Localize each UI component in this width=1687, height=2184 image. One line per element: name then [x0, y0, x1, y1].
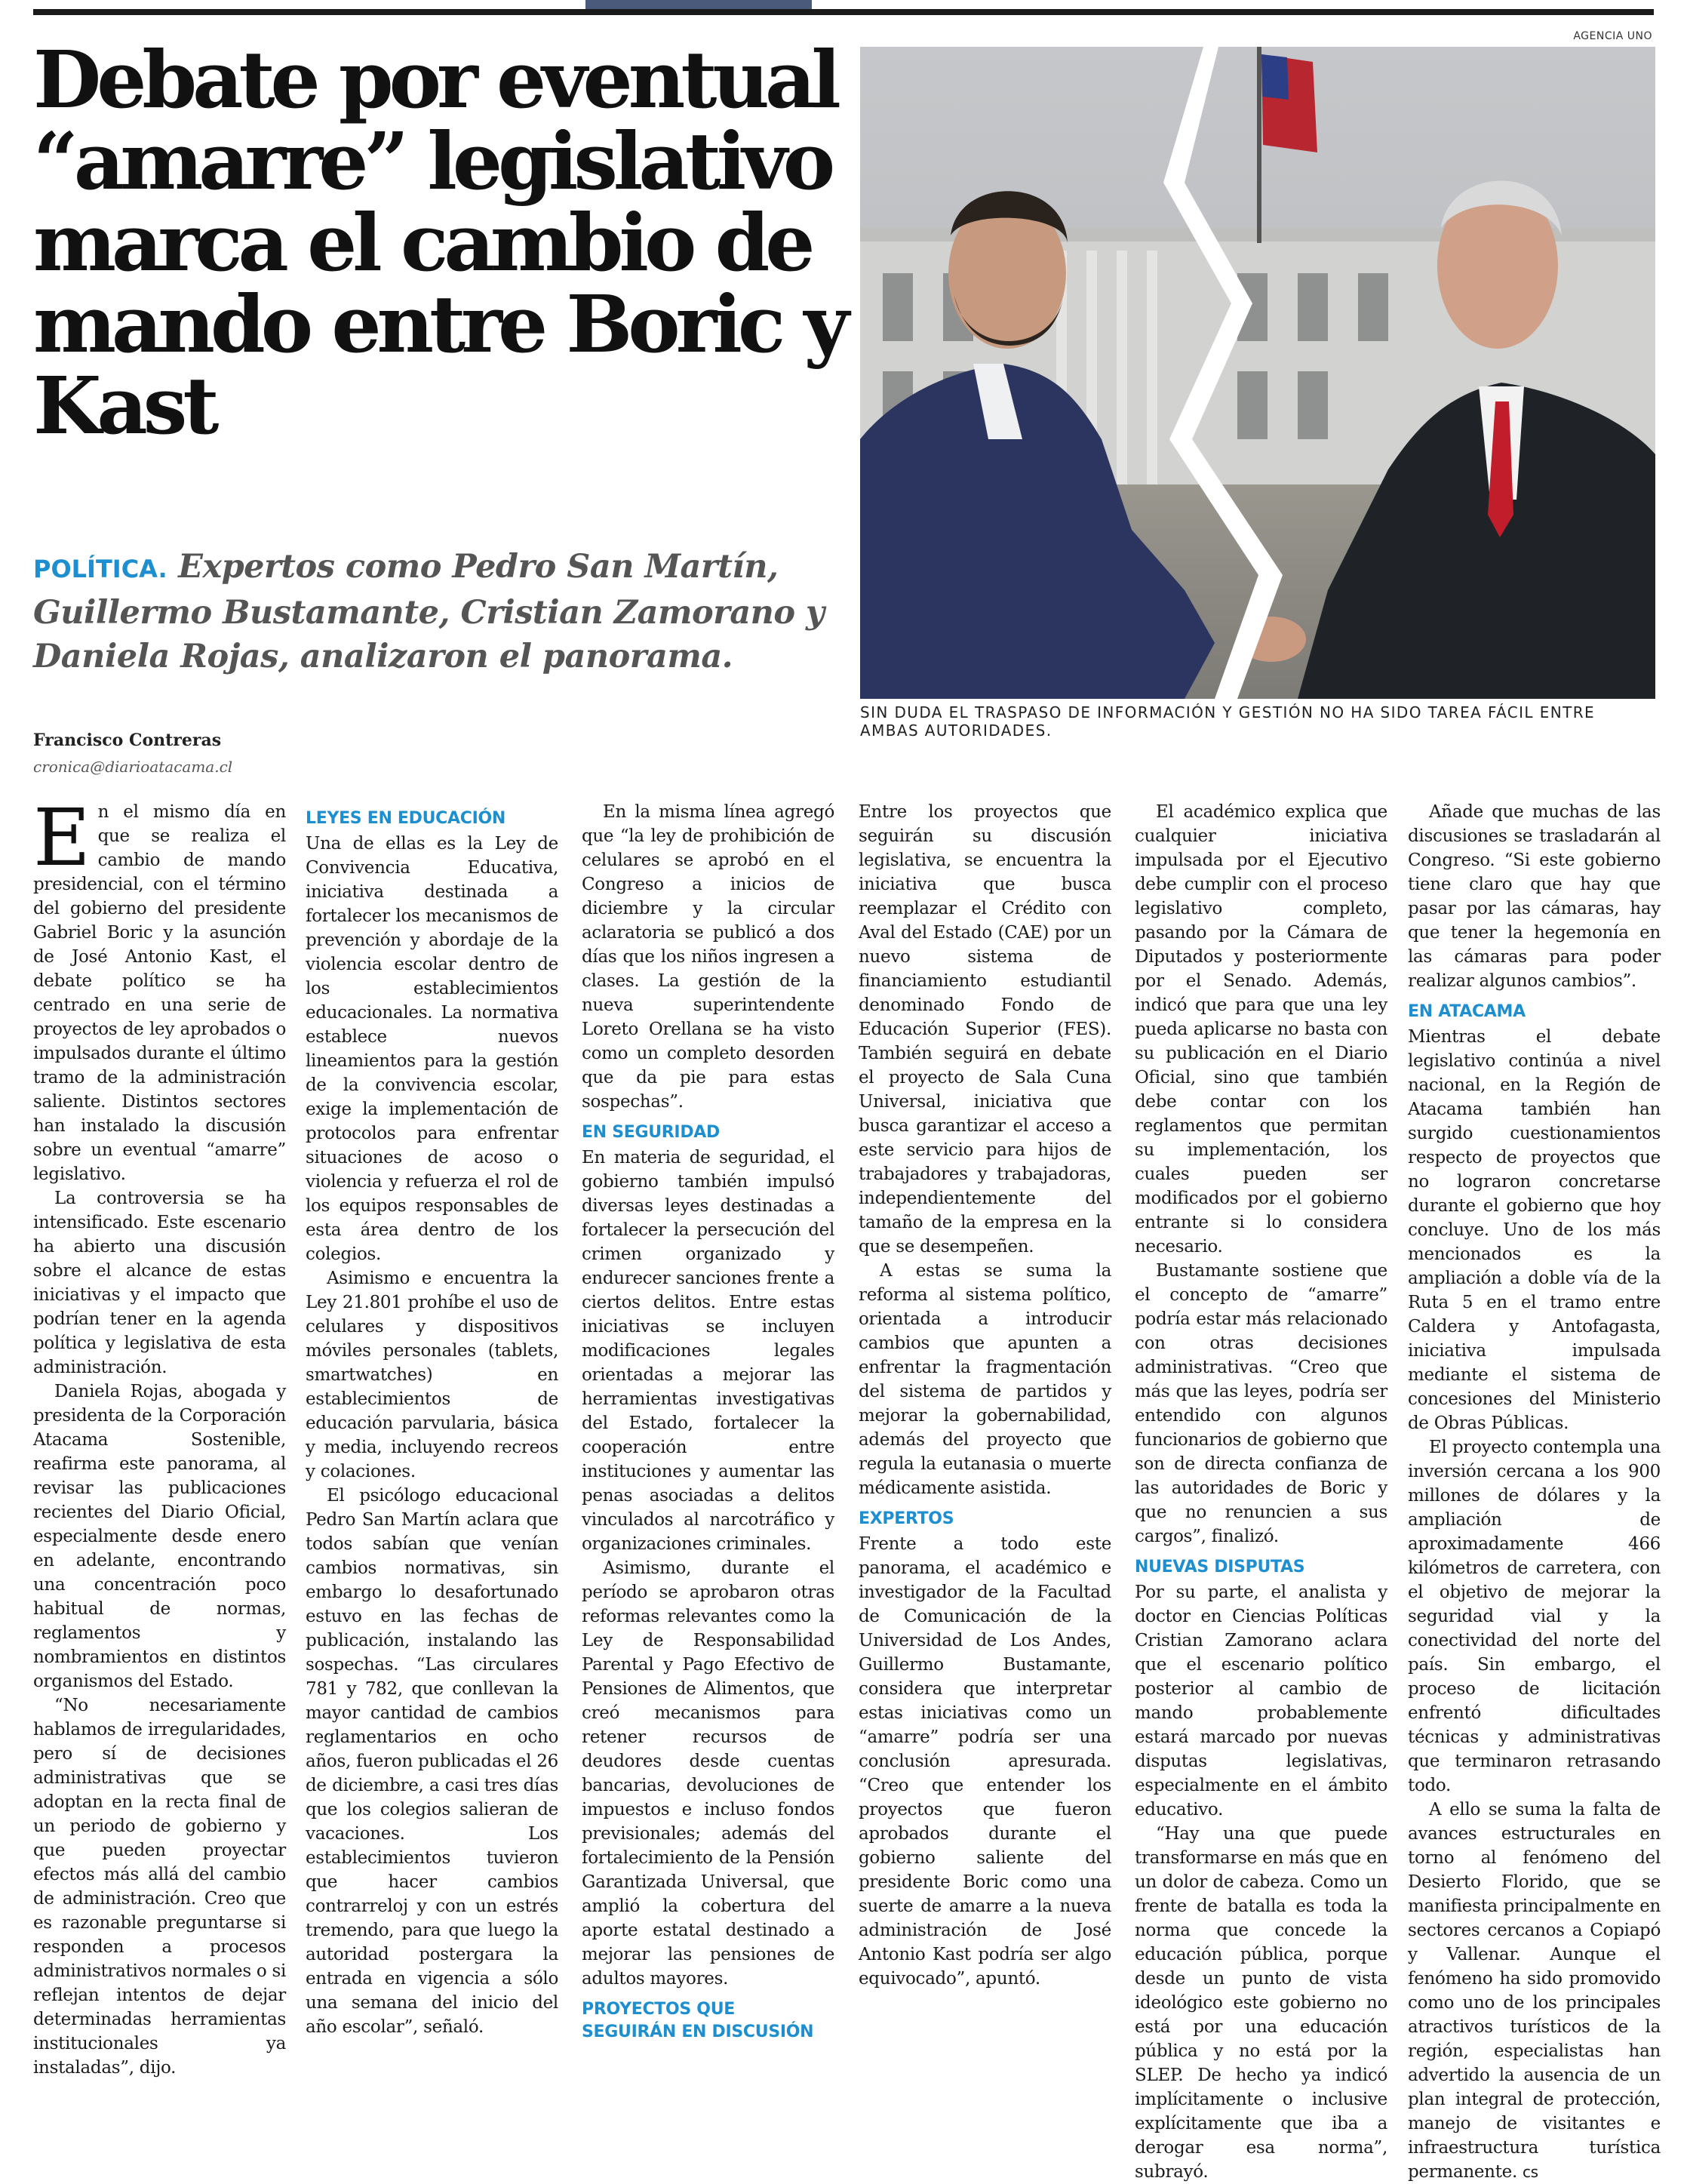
paragraph: La controversia se ha intensificado. Este escenario ha abierto una discusión sobre el alcance de estas iniciativas y el impacto que podrían tener en la agenda política y legislativa de esta administración.: [33, 1189, 286, 1377]
photo-caption: SIN DUDA EL TRASPASO DE INFORMACIÓN Y GESTIÓN NO HA SIDO TAREA FÁCIL ENTRE AMBAS AUTORIDADES.: [860, 703, 1596, 740]
top-rule: [33, 9, 1654, 15]
photo: [860, 47, 1655, 699]
byline-email: cronica@diarioatacama.cl: [33, 758, 233, 776]
section-tag: POLÍTICA.: [33, 555, 167, 583]
drop-cap: E: [33, 792, 91, 884]
paragraph: Una de ellas es la Ley de Convivencia Educativa, iniciativa destinada a fortalecer los mecanismos de prevención y abordaje de la violencia escolar dentro de los establecimientos educacionales. La normativa establece nuevos lineamientos para la gestión de la convivencia escolar, exige la implementación de protocolos para enfrentar situaciones de acoso o violencia y refuerza el rol de los equipos responsables de esta área dentro de los colegios.: [306, 834, 558, 1264]
end-mark: cs: [1522, 2163, 1538, 2181]
deck-text: Expertos como Pedro San Martín, Guillermo Bustamante, Cristian Zamorano y Daniela Rojas, analizaron el panorama.: [33, 548, 825, 675]
subheading: PROYECTOS QUE SEGUIRÁN EN DISCUSIÓN: [582, 2000, 814, 2041]
paragraph-text: A ello se suma la falta de avances estructurales en torno al fenómeno del Desierto Florido, que se manifiesta principalmente en sectores cercanos a Copiapó y Vallenar. Aunque el fenómeno ha sido promovido como uno de los principales atractivos turísticos de la región, especialistas han advertido la ausencia de un plan integral de protección, manejo de visitantes e infraestructura turística permanente.: [1408, 1800, 1661, 2182]
article-column-5: [1135, 800, 1387, 2184]
deck: [33, 545, 833, 678]
article-column-6: [1408, 800, 1661, 2184]
paragraph: Añade que muchas de las discusiones se trasladarán al Congreso. “Si este gobierno tiene claro que hay que pasar por las cámaras, hay que tener la hegemonía en las cámaras para poder realizar algunos cambios”.: [1408, 802, 1661, 991]
paragraph: “No necesariamente hablamos de irregularidades, pero sí de decisiones administrativas que se adoptan en la recta final de un periodo de gobierno y que pueden proyectar efectos más allá del cambio de administración. Creo que es razonable preguntarse si responden a procesos administrativos normales o si reflejan intentos de dejar determinadas herramientas institucionales ya instaladas”, dijo.: [33, 1696, 286, 2078]
paragraph: Mientras el debate legislativo continúa a nivel nacional, en la Región de Atacama también han surgido cuestionamientos respecto de proyectos que no lograron concretarse durante el gobierno que hoy concluye. Uno de los más mencionados es la ampliación a doble vía de la Ruta 5 en el tramo entre Caldera y Antofagasta, iniciativa impulsada mediante el sistema de concesiones del Ministerio de Obras Públicas.: [1408, 1027, 1661, 1433]
paragraph: Daniela Rojas, abogada y presidenta de la Corporación Atacama Sostenible, reafirma este panorama, al revisar las publicaciones recientes del Diario Oficial, especialmente desde enero en adelante, encontrando una concentración poco habitual de normas, reglamentos y nombramientos en distintos organismos del Estado.: [33, 1382, 286, 1691]
paragraph: En materia de seguridad, el gobierno también impulsó diversas leyes destinadas a fortalecer la persecución del crimen organizado y endurecer sanciones frente a ciertos delitos. Entre estas iniciativas se incluyen modificaciones legales orientadas a mejorar las herramientas investigativas del Estado, fortalecer la cooperación entre instituciones y aumentar las penas asociadas a delitos vinculados al narcotráfico y organizaciones criminales.: [582, 1148, 834, 1554]
subheading: EXPERTOS: [859, 1509, 954, 1528]
paragraph: El psicólogo educacional Pedro San Martín aclara que todos sabían que venían cambios normativas, sin embargo lo desafortunado estuvo en las fechas de publicación, instalando las sospechas. “Las circulares 781 y 782, que conllevan la mayor cantidad de cambios reglamentarios en ocho años, fueron publicadas el 26 de diciembre, a casi tres días que los colegios salieran de vacaciones. Los establecimientos tuvieron que hacer cambios contrarreloj y con un estrés tremendo, para que luego la autoridad postergara la entrada en vigencia a sólo una semana del inicio del año escolar”, señaló.: [306, 1486, 558, 2037]
paragraph: [33, 792, 286, 1186]
paragraph: Asimismo e encuentra la Ley 21.801 prohíbe el uso de celulares y dispositivos móviles personales (tablets, smartwatches) en establecimientos de educación parvularia, básica y media, incluyendo recreos y colaciones.: [306, 1269, 558, 1481]
photo-illustration: [860, 47, 1655, 699]
paragraph: Por su parte, el analista y doctor en Ciencias Políticas Cristian Zamorano aclara que el escenario político posterior al cambio de mando probablemente estará marcado por nuevas disputas legislativas, especialmente en el ámbito educativo.: [1135, 1583, 1387, 1819]
byline-author: Francisco Contreras: [33, 731, 222, 750]
paragraph: “Hay una que puede transformarse en más que en un dolor de cabeza. Como un frente de batalla es toda la norma que concede la educación pública, porque desde un punto de vista ideológico este gobierno no está por una educación pública y no está por la SLEP. De hecho ya indicó implícitamente o inclusive explícitamente que iba a derogar esa norma”, subrayó.: [1135, 1824, 1387, 2182]
paragraph-text: n el mismo día en que se realiza el cambio de mando presidencial, con el término del gobierno del presidente Gabriel Boric y la asunción de José Antonio Kast, el debate político se ha centrado en una serie de proyectos de ley aprobados o impulsados durante el último tramo de la administración saliente. Distintos sectores han instalado la discusión sobre un eventual “amarre” legislativo.: [33, 802, 286, 1184]
byline: [33, 731, 286, 776]
paragraph: El académico explica que cualquier iniciativa impulsada por el Ejecutivo debe cumplir con el proceso legislativo completo, pasando por la Cámara de Diputados y posteriormente por el Senado. Además, indicó que para que una ley pueda aplicarse no basta con su publicación en el Diario Oficial, sino que también debe contar con los reglamentos que permitan su implementación, los cuales pueden ser modificados por el gobierno entrante si lo considera necesario.: [1135, 802, 1387, 1257]
paragraph: Bustamante sostiene que el concepto de “amarre” podría estar más relacionado con otras decisiones administrativas. “Creo que más que las leyes, podría ser entendido con algunos funcionarios de gobierno que son de directa confianza de las autoridades de Boric y que no renuncien a sus cargos”, finalizó.: [1135, 1261, 1387, 1546]
subheading: LEYES EN EDUCACIÓN: [306, 809, 505, 828]
paragraph: En la misma línea agregó que “la ley de prohibición de celulares se aprobó en el Congreso a inicios de diciembre y la circular aclaratoria se publicó a dos días que los niños ingresen a clases. La gestión de la nueva superintendente Loreto Orellana se ha visto como un completo desorden que da pie para estas sospechas”.: [582, 802, 834, 1112]
paragraph: Frente a todo este panorama, el académico e investigador de la Facultad de Comunicación de la Universidad de Los Andes, Guillermo Bustamante, considera que interpretar estas iniciativas como un “amarre” podría ser una conclusión apresurada. “Creo que entender los proyectos que fueron aprobados durante el gobierno saliente del presidente Boric como una suerte de amarre a la nueva administración de José Antonio Kast podría ser algo equivocado”, apuntó.: [859, 1534, 1111, 1989]
subheading: NUEVAS DISPUTAS: [1135, 1558, 1305, 1576]
top-photo-strip: [585, 0, 812, 9]
paragraph: Asimismo, durante el período se aprobaron otras reformas relevantes como la Ley de Responsabilidad Parental y Pago Efectivo de Pensiones de Alimentos, que creó mecanismos para retener recursos de deudores desde cuentas bancarias, devoluciones de impuestos e incluso fondos previsionales; además del fortalecimiento de la Pensión Garantizada Universal, que amplió la cobertura del aporte estatal destinado a mejorar las pensiones de adultos mayores.: [582, 1558, 834, 1989]
photo-credit: AGENCIA UNO: [1573, 30, 1652, 42]
paragraph: [1408, 1798, 1661, 2184]
headline: Debate por eventual “amarre” legislativo marca el cambio de mando entre Boric y Kast: [33, 33, 845, 452]
article-column-3: [582, 800, 834, 2045]
subheading: EN ATACAMA: [1408, 1002, 1526, 1021]
article-column-4: [859, 800, 1111, 1991]
paragraph: El proyecto contempla una inversión cercana a los 900 millones de dólares y la ampliación de aproximadamente 466 kilómetros de carretera, con el objetivo de mejorar la seguridad vial y la conectividad del norte del país. Sin embargo, el proceso de licitación enfrentó dificultades técnicas y administrativas que terminaron retrasando todo.: [1408, 1438, 1661, 1795]
paragraph: Entre los proyectos que seguirán su discusión legislativa, se encuentra la iniciativa que busca reemplazar el Crédito con Aval del Estado (CAE) por un nuevo sistema de financiamiento estudiantil denominado Fondo de Educación Superior (FES). También seguirá en debate el proyecto de Sala Cuna Universal, iniciativa que busca garantizar el acceso a este servicio para hijos de trabajadores y trabajadoras, independientemente del tamaño de la empresa en la que se desempeñen.: [859, 802, 1111, 1257]
paragraph: A estas se suma la reforma al sistema político, orientada a introducir cambios que apunten a enfrentar la fragmentación del sistema de partidos y mejorar la gobernabilidad, además del proyecto que regula la eutanasia o muerte médicamente asistida.: [859, 1261, 1111, 1498]
article-column-1: [33, 792, 286, 2080]
article-column-2: [306, 800, 558, 2039]
subheading: EN SEGURIDAD: [582, 1123, 720, 1142]
